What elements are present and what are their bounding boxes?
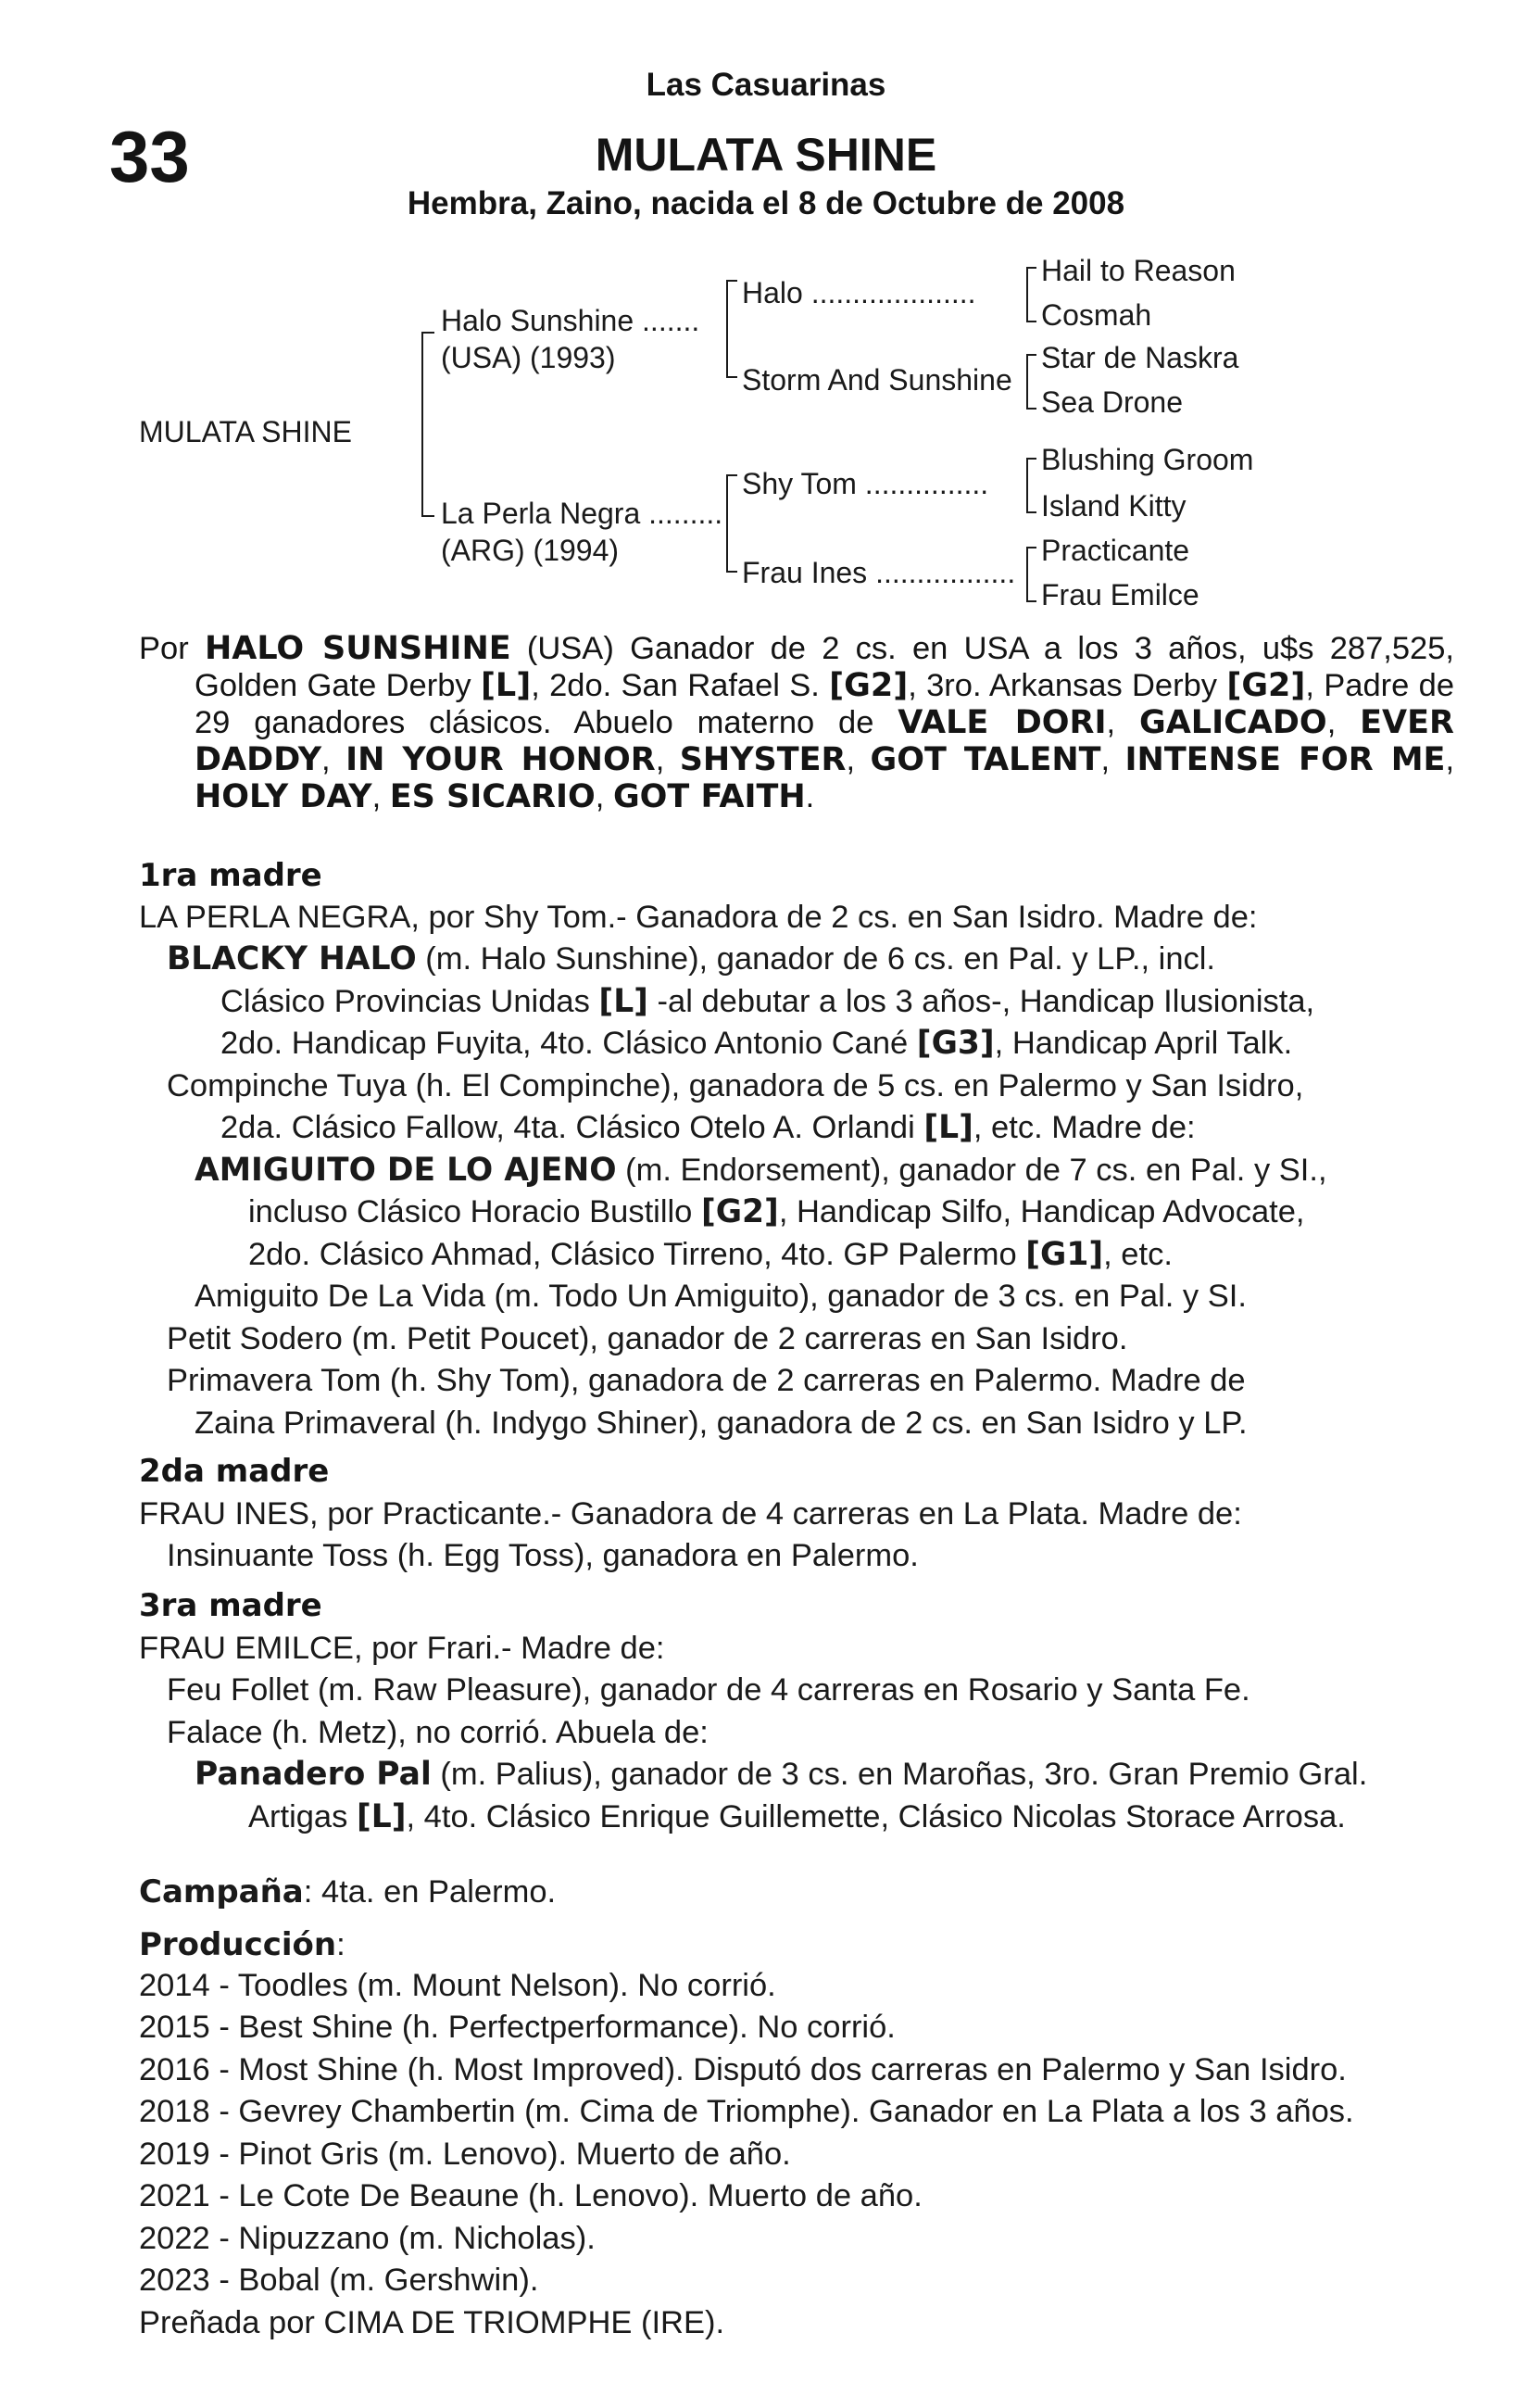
horse-description: Hembra, Zaino, nacida el 8 de Octubre de 2008 <box>407 185 1125 221</box>
production-title: Producción: <box>139 1926 345 1963</box>
pedigree-dam-origin: (ARG) (1994) <box>441 534 620 567</box>
pedigree-bracket <box>726 376 737 378</box>
pedigree-bracket <box>1026 600 1036 602</box>
pedigree-bracket <box>1026 511 1036 513</box>
first-dam-line: AMIGUITO DE LO AJENO (m. Endorsement), ganador de 7 cs. en Pal. y SI., <box>195 1152 1327 1189</box>
first-dam-line: Primavera Tom (h. Shy Tom), ganadora de 2 carreras en Palermo. Madre de <box>167 1363 1246 1398</box>
pedigree-bracket <box>1026 547 1028 602</box>
third-dam-title: 3ra madre <box>139 1587 322 1624</box>
first-dam-line: Zaina Primaveral (h. Indygo Shiner), ganadora de 2 cs. en San Isidro y LP. <box>195 1406 1248 1441</box>
second-dam-title: 2da madre <box>139 1453 330 1490</box>
pedigree-bracket <box>1026 321 1036 322</box>
pedigree-bracket <box>726 474 737 476</box>
first-dam-line: Petit Sodero (m. Petit Poucet), ganador de 2 carreras en San Isidro. <box>167 1321 1128 1356</box>
third-dam-intro: FRAU EMILCE, por Frari.- Madre de: <box>139 1631 665 1666</box>
pedigree-bracket <box>1026 458 1036 460</box>
campaign-line: Campaña: 4ta. en Palermo. <box>139 1873 557 1910</box>
second-dam-intro: FRAU INES, por Practicante.- Ganadora de 4 carreras en La Plata. Madre de: <box>139 1496 1242 1532</box>
pedigree-bracket <box>726 280 737 282</box>
production-item: 2023 - Bobal (m. Gershwin). <box>139 2263 539 2298</box>
pedigree-subject: MULATA SHINE <box>139 415 352 448</box>
sire-paragraph: Por HALO SUNSHINE (USA) Ganador de 2 cs. en USA a los 3 años, u$s 287,525, Golden Gate Derby [L], 2do. San Rafael S. [G2], 3ro. Arkansas Derby [G2], Padre de 29 ganadores clásicos. Abuelo materno de VALE DORI, GALICADO, EVER DADDY, IN YOUR HONOR, SHYSTER, GOT TALENT, INTENSE FOR ME, HOLY DAY, ES SICARIO, GOT FAITH. <box>139 630 1455 815</box>
third-dam-line: Falace (h. Metz), no corrió. Abuela de: <box>167 1715 709 1750</box>
pedigree-bracket <box>726 571 737 573</box>
pedigree-gen3-5: Blushing Groom <box>1041 443 1254 476</box>
pedigree-dam-dam: Frau Ines ................. <box>742 556 1016 589</box>
first-dam-line: 2da. Clásico Fallow, 4ta. Clásico Otelo A. Orlandi [L], etc. Madre de: <box>220 1109 1196 1146</box>
production-item: 2016 - Most Shine (h. Most Improved). Disputó dos carreras en Palermo y San Isidro. <box>139 2052 1347 2087</box>
pedigree-bracket <box>1026 408 1036 410</box>
first-dam-line: Compinche Tuya (h. El Compinche), ganadora de 5 cs. en Palermo y San Isidro, <box>167 1068 1304 1103</box>
third-dam-line: Feu Follet (m. Raw Pleasure), ganador de 4 carreras en Rosario y Santa Fe. <box>167 1672 1250 1708</box>
pedigree-bracket <box>1026 267 1028 322</box>
pedigree-dam: La Perla Negra ......... <box>441 497 723 530</box>
production-item: 2019 - Pinot Gris (m. Lenovo). Muerto de año. <box>139 2137 791 2172</box>
pedigree-bracket <box>726 280 728 378</box>
pedigree-bracket <box>421 515 434 517</box>
pedigree-gen3-2: Cosmah <box>1041 298 1152 332</box>
pedigree-sire-sire: Halo .................... <box>742 276 976 309</box>
horse-name: MULATA SHINE <box>595 129 937 181</box>
second-dam-line: Insinuante Toss (h. Egg Toss), ganadora en Palermo. <box>167 1538 919 1573</box>
lot-number: 33 <box>109 116 190 197</box>
production-item: 2014 - Toodles (m. Mount Nelson). No corrió. <box>139 1968 776 2003</box>
pedigree-bracket <box>1026 267 1036 269</box>
pedigree-sire: Halo Sunshine ....... <box>441 304 700 337</box>
first-dam-line: Amiguito De La Vida (m. Todo Un Amiguito), ganador de 3 cs. en Pal. y SI. <box>195 1279 1247 1314</box>
production-item: 2015 - Best Shine (h. Perfectperformance). No corrió. <box>139 2010 896 2045</box>
pedigree-gen3-7: Practicante <box>1041 534 1190 567</box>
pedigree-gen3-6: Island Kitty <box>1041 489 1187 523</box>
first-dam-line: BLACKY HALO (m. Halo Sunshine), ganador de 6 cs. en Pal. y LP., incl. <box>167 940 1216 977</box>
pedigree-bracket <box>421 332 423 517</box>
production-item: Preñada por CIMA DE TRIOMPHE (IRE). <box>139 2305 725 2340</box>
pedigree-gen3-8: Frau Emilce <box>1041 578 1199 611</box>
consignor-name: Las Casuarinas <box>646 67 886 103</box>
production-item: 2022 - Nipuzzano (m. Nicholas). <box>139 2221 596 2256</box>
first-dam-title: 1ra madre <box>139 857 322 894</box>
first-dam-line: 2do. Handicap Fuyita, 4to. Clásico Antonio Cané [G3], Handicap April Talk. <box>220 1025 1293 1062</box>
pedigree-bracket <box>1026 547 1036 548</box>
pedigree-sire-origin: (USA) (1993) <box>441 341 616 374</box>
pedigree-bracket <box>421 332 434 334</box>
pedigree-bracket <box>726 474 728 573</box>
pedigree-bracket <box>1026 458 1028 513</box>
pedigree-bracket <box>1026 354 1028 410</box>
pedigree-bracket <box>1026 354 1036 356</box>
pedigree-gen3-3: Star de Naskra <box>1041 341 1239 374</box>
production-item: 2018 - Gevrey Chambertin (m. Cima de Triomphe). Ganador en La Plata a los 3 años. <box>139 2094 1354 2129</box>
third-dam-line: Artigas [L], 4to. Clásico Enrique Guillemette, Clásico Nicolas Storace Arrosa. <box>248 1798 1346 1835</box>
pedigree-sire-dam: Storm And Sunshine <box>742 363 1012 397</box>
first-dam-intro: LA PERLA NEGRA, por Shy Tom.- Ganadora de 2 cs. en San Isidro. Madre de: <box>139 900 1258 935</box>
first-dam-line: incluso Clásico Horacio Bustillo [G2], Handicap Silfo, Handicap Advocate, <box>248 1193 1305 1230</box>
first-dam-line: 2do. Clásico Ahmad, Clásico Tirreno, 4to. GP Palermo [G1], etc. <box>248 1236 1173 1273</box>
pedigree-dam-sire: Shy Tom ............... <box>742 467 989 500</box>
first-dam-line: Clásico Provincias Unidas [L] -al debutar a los 3 años-, Handicap Ilusionista, <box>220 983 1315 1020</box>
pedigree-gen3-1: Hail to Reason <box>1041 254 1236 287</box>
pedigree-gen3-4: Sea Drone <box>1041 385 1183 419</box>
production-item: 2021 - Le Cote De Beaune (h. Lenovo). Muerto de año. <box>139 2178 923 2213</box>
third-dam-line: Panadero Pal (m. Palius), ganador de 3 cs. en Maroñas, 3ro. Gran Premio Gral. <box>195 1756 1368 1793</box>
